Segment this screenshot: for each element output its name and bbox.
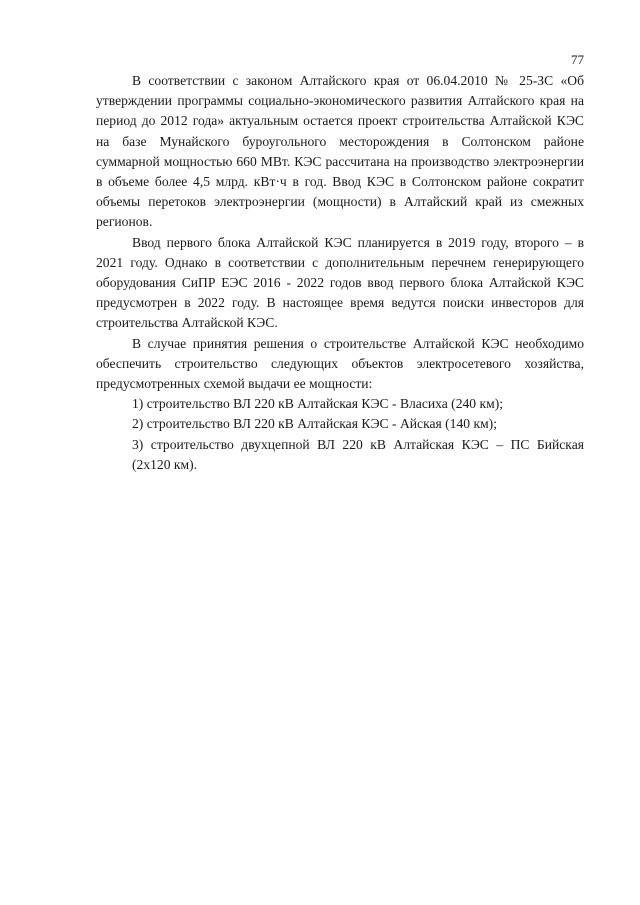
list-item-aiskaya-line: 2) строительство ВЛ 220 кВ Алтайская КЭС - Айская (140 км); [132,416,497,432]
paragraph-law-reference: В соответствии с законом Алтайского края от 06.04.2010 № 25-ЗС «Об утверждении программы социально-экономического развития Алтайского края на период до 2012 года» актуальным остается проект строительства Алтайской КЭС на базе Мунайского буроугольного месторождения в Солтонском районе суммарной мощностью 660 МВт. КЭС рассчитана на производство электроэнергии в объеме более 4,5 млрд. кВт·ч в год. Ввод КЭС в Солтонском районе сократит объемы перетоков электроэнергии (мощности) в Алтайский край из смежных регионов. [96,73,584,230]
page-number: 77 [571,52,584,67]
paragraph-grid-requirements: В случае принятия решения о строительстве Алтайской КЭС необходимо обеспечить строительство следующих объектов электросетевого хозяйства, предусмотренных схемой выдачи ее мощности: [96,335,584,392]
document-body [96,71,584,475]
paragraph-commissioning-schedule: Ввод первого блока Алтайской КЭС планируется в 2019 году, второго – в 2021 году. Однако в соответствии с дополнительным перечнем генерирующего оборудования СиПР ЕЭС 2016 - 2022 годов ввод первого блока Алтайской КЭС предусмотрен в 2022 году. В настоящее время ведутся поиски инвесторов для строительства Алтайской КЭС. [96,234,584,331]
list-item-biyskaya-line: 3) строительство двухцепной ВЛ 220 кВ Алтайская КЭС – ПС Бийская (2х120 км). [132,436,584,472]
list-item-vlasikha-line: 1) строительство ВЛ 220 кВ Алтайская КЭС - Власиха (240 км); [132,396,504,412]
